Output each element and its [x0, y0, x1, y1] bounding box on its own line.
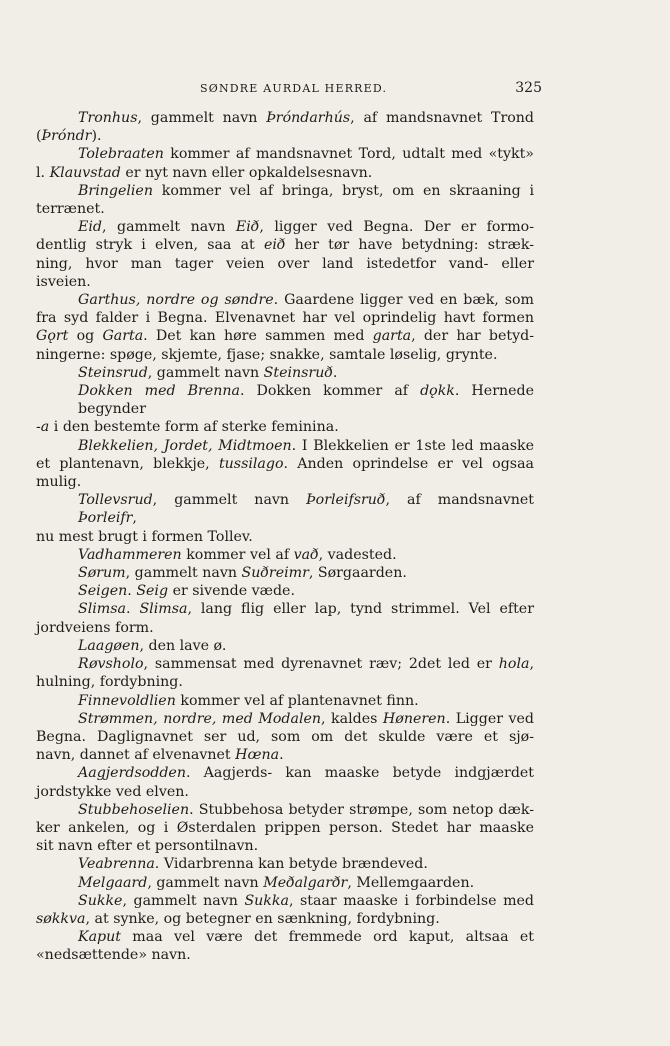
text-line [36, 255, 534, 273]
text-run: jordveiens form. [36, 619, 154, 636]
text-run: . Aagjerds- kan maaske betyde indgjærdet [185, 765, 534, 782]
text-run: kommer af mandsnavnet Tord, udtalt med «tykt» [163, 146, 534, 163]
text-run: , [529, 656, 534, 673]
place-name-entry [36, 546, 534, 564]
text-run: , gammelt navn [125, 565, 242, 582]
italic-term: Tollevsrud [78, 492, 153, 509]
text-line [36, 109, 534, 127]
place-name-entry [36, 692, 534, 710]
text-line [36, 692, 534, 710]
text-run: ker ankelen, og i Østerdalen prippen person. Stedet har maaske [36, 819, 534, 836]
text-run: sit navn efter et persontilnavn. [36, 838, 259, 855]
italic-term: Sørum [78, 565, 126, 582]
italic-term: Røvsholo [78, 656, 144, 673]
text-run: dentlig stryk i elven, saa at [36, 237, 264, 254]
italic-term: -a [36, 419, 50, 436]
text-line [36, 473, 534, 491]
text-run: fra syd falder i Begna. Elvenavnet har vel oprindelig havt formen [36, 310, 534, 327]
italic-term: Aagjerdsodden [78, 765, 186, 782]
italic-term: Vadhammeren [78, 546, 182, 563]
italic-term: Meðalgarðr [263, 874, 348, 891]
place-name-entry [36, 710, 534, 765]
italic-term: Eid [78, 219, 102, 236]
italic-term: Garthus, nordre og søndre [78, 292, 274, 309]
text-run: . [127, 583, 137, 600]
text-line [36, 855, 534, 873]
text-run: . Hernede begynder [78, 383, 534, 418]
text-run: , kaldes [321, 710, 383, 727]
text-run: Begna. Daglignavnet ser ud, som om det skulde være et sjø- [36, 728, 534, 745]
text-line [36, 382, 534, 418]
text-line [36, 455, 534, 473]
text-line [36, 874, 534, 892]
text-line [36, 801, 534, 819]
text-run: . Det kan høre sammen med [143, 328, 373, 345]
text-run: isveien. [36, 273, 91, 290]
text-line [36, 218, 534, 236]
italic-term: Bringelien [78, 182, 153, 199]
italic-term: Steinsrud [78, 364, 148, 381]
text-run: , at synke, og betegner en sænkning, fordybning. [85, 910, 440, 927]
text-line [36, 546, 534, 564]
text-line [36, 491, 534, 527]
text-run: «nedsættende» navn. [36, 947, 191, 964]
text-line [36, 145, 534, 163]
text-line [36, 946, 534, 964]
text-run: nu mest brugt i formen Tollev. [36, 528, 253, 545]
italic-term: Sukka [244, 892, 289, 909]
italic-term: Høneren [382, 710, 446, 727]
italic-term: vað [293, 546, 319, 563]
italic-term: Laagøen [78, 637, 140, 654]
text-run: , gammelt navn [101, 219, 236, 236]
text-run: . Gaardene ligger ved en bæk, som [273, 292, 534, 309]
place-name-entry [36, 600, 534, 636]
place-name-entry [36, 637, 534, 655]
text-run: . Anden oprindelse er vel ogsaa [283, 455, 535, 472]
text-run: l. [36, 164, 50, 181]
italic-term: Steinsruð [263, 364, 333, 381]
running-head: SØNDRE AURDAL HERRED. [200, 82, 388, 95]
italic-term: Melgaard [78, 874, 148, 891]
text-line [36, 783, 534, 801]
text-line [36, 637, 534, 655]
text-line [36, 764, 534, 782]
text-line [36, 309, 534, 327]
text-run: er nyt navn eller opkaldelsesnavn. [120, 164, 373, 181]
place-name-entry [36, 364, 534, 382]
text-line [36, 819, 534, 837]
italic-term: Eið [235, 219, 260, 236]
text-line [36, 273, 534, 291]
text-line [36, 127, 534, 145]
italic-term: dǫkk [420, 383, 455, 400]
text-run: ning, hvor man tager veien over land istedetfor vand- eller [36, 255, 534, 272]
italic-term: Stubbehoselien [78, 801, 190, 818]
place-name-entry [36, 491, 534, 546]
place-name-entry [36, 382, 534, 437]
text-run: mulig. [36, 474, 82, 491]
text-line [36, 582, 534, 600]
place-name-entry [36, 145, 534, 181]
italic-term: Kaput [78, 929, 121, 946]
text-run: , staar maaske i forbindelse med [288, 892, 534, 909]
text-line [36, 364, 534, 382]
italic-term: Suðreimr [241, 565, 309, 582]
text-line [36, 746, 534, 764]
text-run: terrænet. [36, 201, 105, 218]
italic-term: Strømmen, nordre, med Modalen [78, 710, 322, 727]
page-header [200, 80, 542, 96]
text-line [36, 200, 534, 218]
text-run: kommer vel af [181, 546, 294, 563]
text-line [36, 710, 534, 728]
text-run: ningerne: spøge, skjemte, fjase; snakke, samtale løselig, grynte. [36, 346, 498, 363]
italic-term: Hœna [235, 747, 280, 764]
text-run: og [68, 328, 103, 345]
text-line [36, 346, 534, 364]
text-run: , sammensat med dyrenavnet ræv; 2det led er [143, 656, 499, 673]
text-line [36, 437, 534, 455]
text-run: er sivende væde. [168, 583, 295, 600]
italic-term: hola [498, 656, 530, 673]
italic-term: Tolebraaten [78, 146, 164, 163]
text-line [36, 327, 534, 345]
italic-term: Dokken med Brenna [78, 383, 240, 400]
page-body [36, 109, 534, 965]
place-name-entry [36, 218, 534, 291]
italic-term: søkkva [36, 910, 86, 927]
text-run: . [126, 601, 140, 618]
text-run: . [279, 747, 284, 764]
text-run: , af mandsnavnet Trond [350, 110, 534, 126]
italic-term: Þorleifr [78, 510, 133, 527]
text-run: navn, dannet af elvenavnet [36, 747, 236, 764]
text-run: , gammelt navn [122, 892, 245, 909]
text-run: , gammelt navn [147, 874, 264, 891]
text-run: hulning, fordybning. [36, 674, 183, 691]
place-name-entry [36, 764, 534, 800]
place-name-entry [36, 655, 534, 691]
italic-term: Slimsa [139, 601, 188, 618]
text-run: kommer vel af plantenavnet finn. [175, 692, 419, 709]
text-run: , [132, 510, 137, 527]
place-name-entry [36, 855, 534, 873]
text-run: . Stubbehosa betyder strømpe, som netop dæk- [189, 801, 534, 818]
italic-term: Sukke [78, 892, 123, 909]
text-run: . Dokken kommer af [239, 383, 421, 400]
place-name-entry [36, 437, 534, 492]
italic-term: Tronhus [78, 110, 138, 126]
text-line [36, 673, 534, 691]
place-name-entry [36, 874, 534, 892]
italic-term: Blekkelien, Jordet, Midtmoen [78, 437, 292, 454]
text-run: , gammelt navn [152, 492, 307, 509]
italic-term: Finnevoldlien [78, 692, 176, 709]
place-name-entry [36, 892, 534, 928]
text-line [36, 164, 534, 182]
text-run: i den bestemte form af sterke feminina. [49, 419, 339, 436]
text-line [36, 236, 534, 254]
text-run: ). [91, 128, 102, 145]
text-run: jordstykke ved elven. [36, 783, 189, 800]
text-line [36, 655, 534, 673]
text-line [36, 291, 534, 309]
place-name-entry [36, 182, 534, 218]
text-line [36, 928, 534, 946]
text-run: , vadested. [318, 546, 397, 563]
italic-term: tussilago [218, 455, 284, 472]
text-run: kommer vel af bringa, bryst, om en skraaning i [152, 182, 534, 199]
text-run: ( [36, 128, 42, 145]
text-run: . [332, 364, 338, 381]
text-line [36, 837, 534, 855]
italic-term: Þróndr [41, 128, 92, 145]
text-line [36, 728, 534, 746]
place-name-entry [36, 109, 534, 145]
text-run: her tør have betydning: stræk- [285, 237, 535, 254]
place-name-entry [36, 291, 534, 364]
text-run: , gammelt navn [137, 110, 267, 126]
italic-term: Seig [136, 583, 169, 600]
text-line [36, 600, 534, 618]
page-number: 325 [515, 80, 542, 96]
place-name-entry [36, 564, 534, 582]
text-run: , ligger ved Begna. Der er formo- [259, 219, 534, 236]
italic-term: Þorleifsruð [306, 492, 386, 509]
place-name-entry [36, 801, 534, 856]
text-line [36, 528, 534, 546]
text-line [36, 418, 534, 436]
text-run: . Ligger ved [445, 710, 534, 727]
italic-term: garta [372, 328, 412, 345]
italic-term: Seigen [78, 583, 128, 600]
italic-term: Slimsa [78, 601, 126, 618]
text-run: , lang flig eller lap, tynd strimmel. Vel efter [187, 601, 534, 618]
text-run: , der har betyd- [411, 328, 535, 345]
place-name-entry [36, 582, 534, 600]
italic-term: Veabrenna [78, 856, 155, 873]
place-name-entry [36, 928, 534, 964]
italic-term: eið [263, 237, 286, 254]
text-line [36, 564, 534, 582]
text-line [36, 182, 534, 200]
italic-term: Gǫrt [36, 328, 69, 345]
text-line [36, 910, 534, 928]
text-line [36, 892, 534, 910]
text-run: et plantenavn, blekkje, [36, 455, 219, 472]
text-run: . Vidarbrenna kan betyde brændeved. [154, 856, 428, 873]
text-run: , den lave ø. [139, 637, 227, 654]
text-run: , Mellemgaarden. [347, 874, 475, 891]
text-line [36, 619, 534, 637]
text-run: , af mandsnavnet [385, 492, 535, 509]
italic-term: Garta [102, 328, 144, 345]
text-run: , Sørgaarden. [308, 565, 407, 582]
italic-term: Þróndarhús [266, 110, 351, 126]
text-run: , gammelt navn [147, 364, 264, 381]
text-run: maa vel være det fremmede ord kaput, altsaa et [120, 929, 534, 946]
text-run: . I Blekkelien er 1ste led maaske [291, 437, 534, 454]
italic-term: Klauvstad [49, 164, 121, 181]
